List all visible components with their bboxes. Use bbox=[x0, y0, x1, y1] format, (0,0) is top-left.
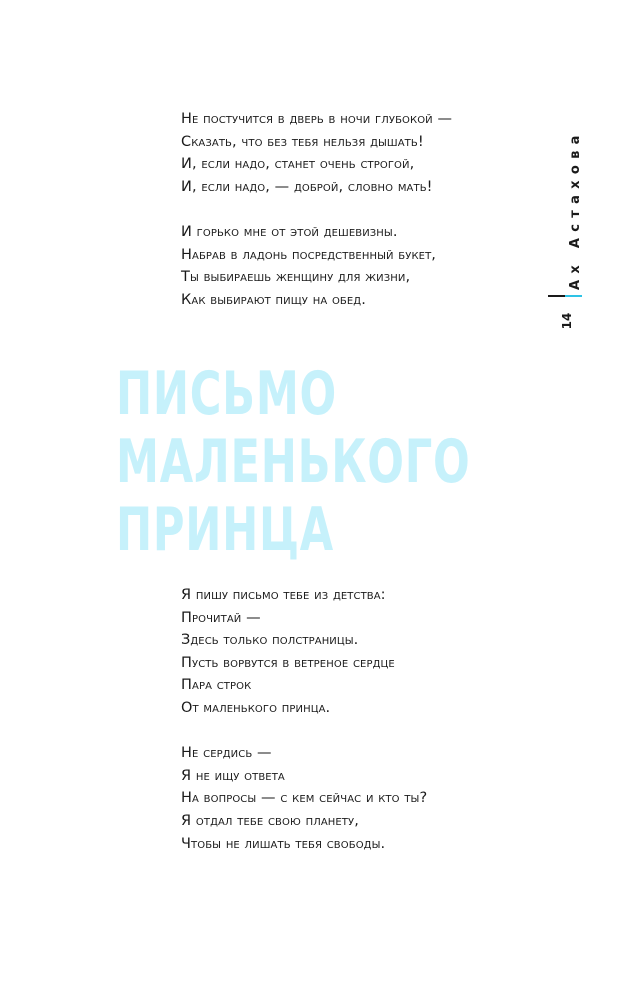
poem-line: Сказать, что без тебя нельзя дышать! bbox=[181, 133, 424, 150]
stanza-gap bbox=[181, 720, 427, 743]
poem-line: Набрав в ладонь посредственный букет, bbox=[181, 246, 436, 263]
poem-title bbox=[116, 360, 470, 564]
poem-line: Пара строк bbox=[181, 677, 252, 694]
poem-line: И, если надо, — доброй, словно мать! bbox=[181, 178, 433, 195]
title-line: ПИСЬМО bbox=[116, 359, 337, 429]
poem-body bbox=[181, 584, 427, 855]
poem-line: Прочитай — bbox=[181, 609, 261, 626]
poem-line: Пусть ворвутся в ветреное сердце bbox=[181, 654, 395, 671]
poem-line: Не сердись — bbox=[181, 745, 272, 762]
title-line: ПРИНЦА bbox=[116, 495, 334, 565]
page-number: 14 bbox=[560, 312, 574, 330]
poem-line: Здесь только полстраницы. bbox=[181, 632, 359, 649]
poem-line: Как выбирают пищу на обед. bbox=[181, 291, 366, 308]
poem-line: Чтобы не лишать тебя свободы. bbox=[181, 835, 386, 852]
poem-line: Я пишу письмо тебе из детства: bbox=[181, 587, 386, 603]
poem-line: От маленького принца. bbox=[181, 699, 331, 716]
poem-line: И, если надо, станет очень строгой, bbox=[181, 156, 415, 173]
header-divider bbox=[548, 295, 565, 297]
header-accent-divider bbox=[565, 295, 582, 297]
stanza-gap bbox=[181, 198, 452, 221]
title-line: МАЛЕНЬКОГО bbox=[116, 427, 471, 497]
poem-line: Я отдал тебе свою планету, bbox=[181, 812, 359, 829]
poem-line: Я не ищу ответа bbox=[181, 767, 285, 784]
poem-stanza-top bbox=[181, 108, 452, 311]
poem-line: Ты выбираешь женщину для жизни, bbox=[181, 269, 411, 286]
running-header-author: Ах Астахова bbox=[568, 129, 583, 290]
poem-line: На вопросы — с кем сейчас и кто ты? bbox=[181, 790, 428, 807]
poem-line: И горько мне от этой дешевизны. bbox=[181, 223, 398, 240]
poem-line: Не постучится в дверь в ночи глубокой — bbox=[181, 111, 453, 127]
